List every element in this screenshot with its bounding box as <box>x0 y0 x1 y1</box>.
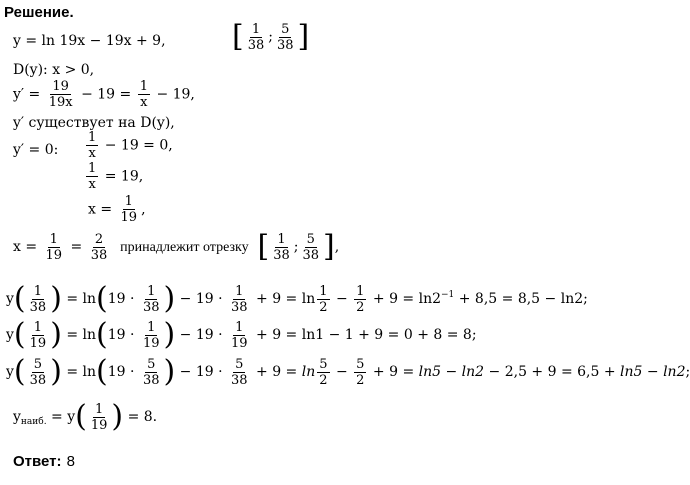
zero-step-1: $\frac{1}{x}$ − 19 = 0, <box>88 130 173 161</box>
domain-line: D(y): x > 0, <box>13 62 95 78</box>
answer-label: Ответ: <box>13 453 62 470</box>
answer-value: 8 <box>66 453 75 470</box>
derivative-line: y′ = $\frac{19}{19x}$ − 19 = $\frac{1}{x}$ − 19, <box>13 79 195 110</box>
exists-line: y′ существует на D(y), <box>13 115 175 131</box>
calc-line-2: y( $\frac{1}{19}$ ) = ln(19 · $\frac{1}{19}$ ) − 19 · $\frac{1}{19}$ + 9 = ln1 − 1 + 9 = 0 + 8 = 8; <box>6 317 477 352</box>
belongs-line: x = $\frac{1}{19}$ = $\frac{2}{38}$ принадлежит отрезку [ $\frac{1}{38}$ ; $\frac{5}{38}$ ], <box>13 229 340 264</box>
interval: [ $\frac{1}{38}$ ; $\frac{5}{38}$ ] <box>232 19 310 54</box>
max-value-line: $y_{наиб.} = y$( $\frac{1}{19}$ ) = 8. <box>13 399 158 434</box>
function-definition: y = ln 19x − 19x + 9, <box>13 33 166 49</box>
calc-line-1: y( $\frac{1}{38}$ ) = ln(19 · $\frac{1}{38}$ ) − 19 · $\frac{1}{38}$ + 9 = ln $\frac{1}{2}$ − $\frac{1}{2}$ + $9 = \ln 2^{-1} + 8,5 = 8,5 - \ln 2$; <box>6 281 588 316</box>
calc-line-3: y( $\frac{5}{38}$ ) = ln(19 · $\frac{5}{38}$ ) − 19 · $\frac{5}{38}$ + 9 = ln $\frac{5}{2}$ − $\frac{5}{2}$ + 9 = ln5 − ln2 − 2,5 + 9 = 6,5 + ln5 − ln2; <box>6 354 690 389</box>
answer <box>13 451 75 470</box>
zero-step-2: $\frac{1}{x}$ = 19, <box>88 161 144 192</box>
solution-header: Решение. <box>4 4 74 21</box>
zero-step-3: x = $\frac{1}{19}$ , <box>88 194 146 225</box>
zero-label: y′ = 0: <box>13 142 59 158</box>
